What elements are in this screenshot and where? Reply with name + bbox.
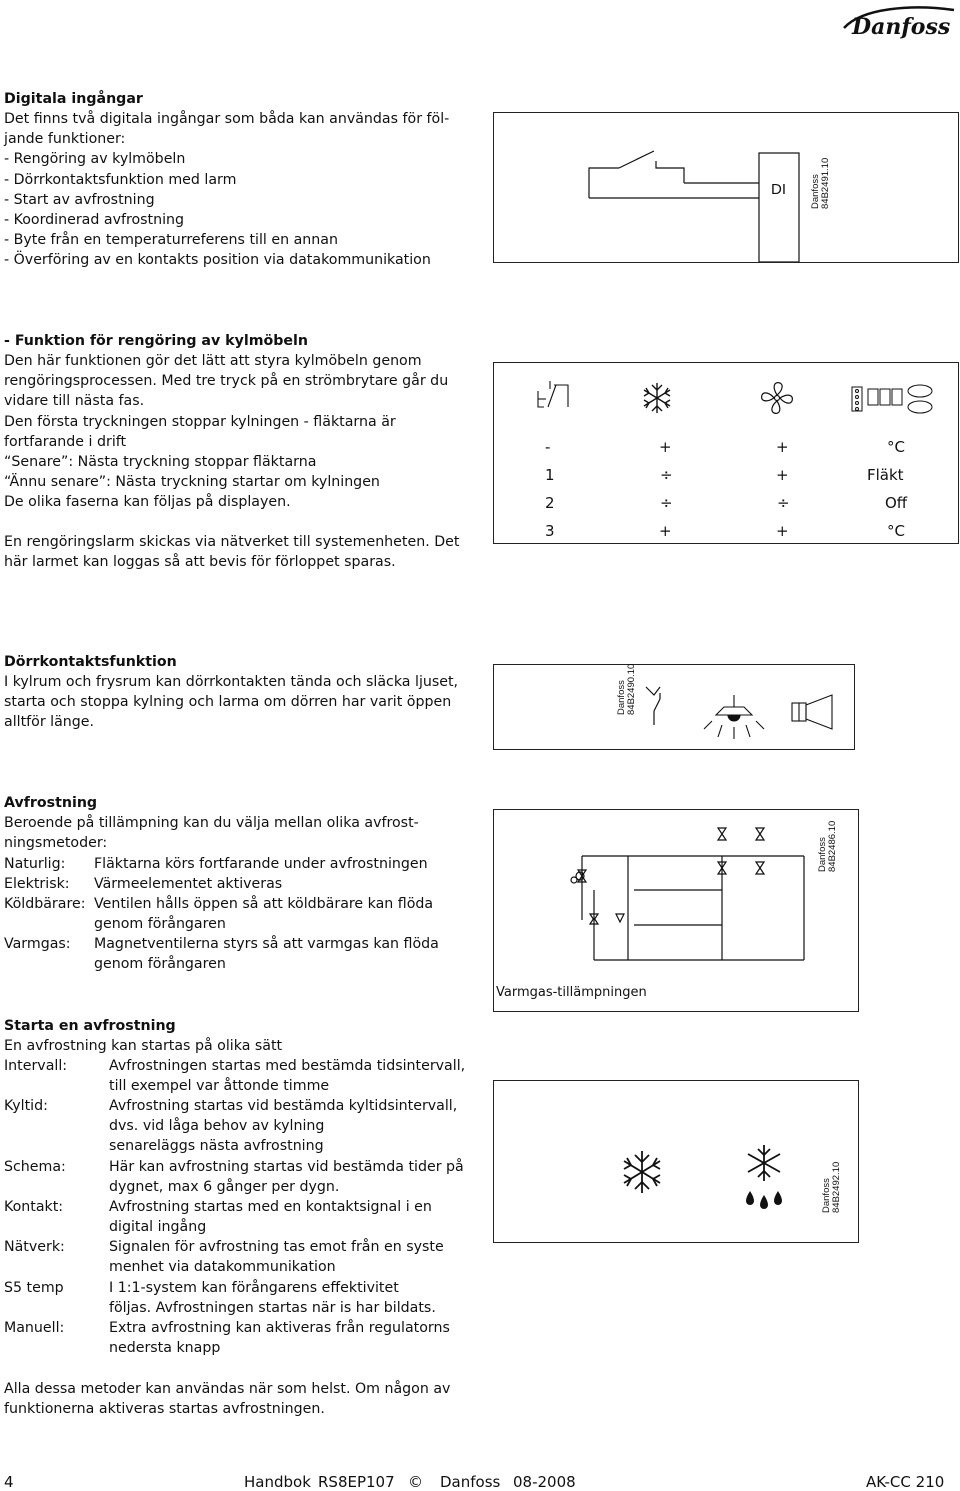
table-cell: + (776, 466, 789, 484)
water-drops-icon (746, 1191, 782, 1209)
method-term: Schema: (4, 1159, 66, 1175)
danfoss-logo (842, 2, 958, 44)
table-cell: °C (887, 522, 905, 540)
method-desc: digital ingång (109, 1219, 207, 1235)
method-term: Nätverk: (4, 1239, 65, 1255)
method-desc: dvs. vid låga behov av kylning (109, 1118, 325, 1134)
footer-doc-number: RS8EP107 (318, 1473, 395, 1491)
footer-company: Danfoss (440, 1473, 501, 1491)
table-cell: 2 (545, 494, 555, 512)
method-term: Intervall: (4, 1058, 68, 1074)
method-desc: nedersta knapp (109, 1340, 221, 1356)
cleaning-phase-table (494, 363, 958, 543)
method-desc: till exempel var åttonde timme (109, 1078, 330, 1094)
figure-code: Danfoss 84B2491.10 (810, 157, 831, 209)
cleaning-phase-figure (493, 362, 959, 544)
di-label: DI (771, 181, 786, 198)
table-cell: Off (885, 494, 908, 512)
method-term: Kontakt: (4, 1199, 64, 1215)
footer-product: AK-CC 210 (866, 1473, 945, 1491)
table-cell: ÷ (777, 494, 790, 512)
method-term: Kyltid: (4, 1098, 48, 1114)
method-desc: Fläktarna körs fortfarande under avfrostningen (94, 856, 428, 872)
table-cell: ÷ (660, 494, 673, 512)
figure-code: Danfoss 84B2486.10 (817, 820, 838, 872)
method-desc: Avfrostningen startas med bestämda tidsintervall, (109, 1058, 466, 1074)
method-desc: genom förångaren (94, 956, 226, 972)
start-title: Starta en avfrostning (4, 1018, 176, 1034)
method-desc: genom förångaren (94, 916, 226, 932)
cleaning-title: - Funktion för rengöring av kylmöbeln (4, 333, 308, 349)
method-desc: Extra avfrostning kan aktiveras från regulatorns (109, 1320, 450, 1336)
table-cell: ÷ (660, 466, 673, 484)
method-desc: följas. Avfrostningen startas när is har bildats. (109, 1300, 436, 1316)
figure-caption: Varmgas-tillämpningen (496, 985, 647, 1000)
table-cell: - (545, 438, 551, 456)
melting-snowflake-icon (748, 1145, 780, 1181)
defrost-methods-list (4, 854, 484, 974)
method-term: Köldbärare: (4, 896, 86, 912)
method-term: Naturlig: (4, 856, 66, 872)
door-title: Dörrkontaktsfunktion (4, 654, 177, 670)
snowflake-icon (624, 1151, 660, 1193)
switch-diagram-icon (494, 113, 958, 262)
footer-handbook: Handbok (244, 1473, 311, 1491)
table-cell: °C (887, 438, 905, 456)
defrost-title: Avfrostning (4, 795, 98, 811)
door-contact-figure (493, 664, 855, 750)
figure-code: Danfoss 84B2492.10 (821, 1161, 842, 1213)
cleaning-body: Den här funktionen gör det lätt att styra kylmöbeln genom rengöringsprocessen. Med tre tryck på en strömbrytare går du vidare till nästa fas. Den första tryckningen stoppar kylningen - fläktarna är fortfarande i drift “Senare”: Nästa tryckning stoppar fläktarna “Ännu senare”: Nästa tryckning startar om kylningen De olika faserna kan följas på displayen. (4, 353, 449, 511)
method-desc: Avfrostning startas vid bestämda kyltidsintervall, (109, 1098, 458, 1114)
method-term: S5 temp (4, 1280, 64, 1296)
method-desc: Avfrostning startas med en kontaktsignal i en (109, 1199, 432, 1215)
defrost-start-figure (493, 1080, 859, 1243)
method-term: Elektrisk: (4, 876, 70, 892)
svg-text:Danfoss: Danfoss (852, 14, 951, 40)
door-switch-icon (646, 687, 660, 725)
piping-diagram-icon (494, 810, 858, 1011)
defrost-intro: Beroende på tillämpning kan du välja mellan olika avfrost- ningsmetoder: (4, 815, 419, 852)
method-term: Varmgas: (4, 936, 71, 952)
table-cell: 3 (545, 522, 555, 540)
table-cell: 1 (545, 466, 555, 484)
digital-body: Det finns två digitala ingångar som båda kan användas för föl- jande funktioner: - Rengöring av kylmöbeln - Dörrkontaktsfunktion med larm - Start av avfrostning - Koordinerad avfrostning - Byte från en temperaturreferens till en annan - Överföring av en kontakts position via datakommunikation (4, 111, 450, 269)
method-desc: dygnet, max 6 gånger per dygn. (109, 1179, 340, 1195)
method-desc: senareläggs nästa avfrostning (109, 1138, 324, 1154)
method-term: Manuell: (4, 1320, 65, 1336)
digital-title: Digitala ingångar (4, 91, 143, 107)
digital-input-figure (493, 112, 959, 263)
method-desc: Ventilen hålls öppen så att köldbärare kan flöda (94, 896, 434, 912)
method-desc: Här kan avfrostning startas vid bestämda tider på (109, 1159, 464, 1175)
method-desc: Signalen för avfrostning tas emot från en syste (109, 1239, 444, 1255)
hot-gas-figure (493, 809, 859, 1012)
table-cell: + (659, 438, 672, 456)
method-desc: menhet via datakommunikation (109, 1259, 336, 1275)
lamp-icon (704, 695, 764, 739)
start-methods-list (4, 1056, 484, 1366)
figure-code: Danfoss 84B2490.10 (616, 663, 637, 715)
cleaning-alarm-text: En rengöringslarm skickas via nätverket till systemenheten. Det här larmet kan loggas så att bevis för förloppet sparas. (4, 534, 460, 571)
table-cell: + (776, 522, 789, 540)
start-closing: Alla dessa metoder kan användas när som helst. Om någon av funktionerna aktiveras startas avfrostningen. (4, 1381, 451, 1418)
footer-date: 08-2008 (513, 1473, 576, 1491)
table-cell: + (776, 438, 789, 456)
method-desc: I 1:1-system kan förångarens effektivitet (109, 1280, 399, 1296)
table-cell: + (659, 522, 672, 540)
method-desc: Magnetventilerna styrs så att varmgas kan flöda (94, 936, 439, 952)
door-body: I kylrum och frysrum kan dörrkontakten tända och släcka ljuset, starta och stoppa kylning och larma om dörren har varit öppen alltför länge. (4, 674, 459, 731)
copyright-symbol: © (408, 1473, 423, 1491)
method-desc: Värmeelementet aktiveras (94, 876, 283, 892)
page-number: 4 (4, 1473, 14, 1491)
start-intro: En avfrostning kan startas på olika sätt (4, 1038, 283, 1054)
table-cell: Fläkt (867, 466, 904, 484)
alarm-horn-icon (792, 695, 832, 729)
